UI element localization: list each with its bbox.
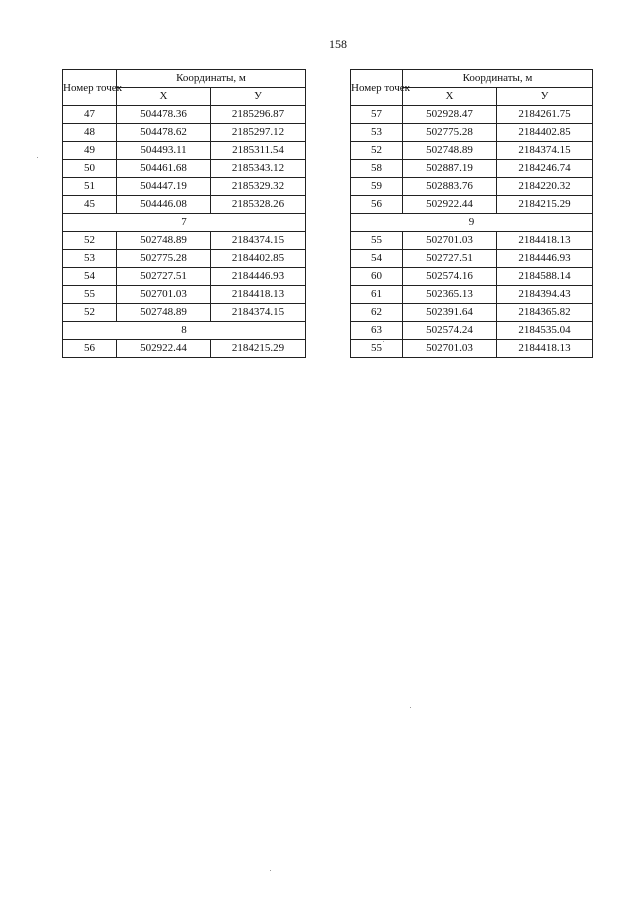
x-coordinate-cell: 502365.13 <box>403 286 497 304</box>
x-coordinate-cell: 502922.44 <box>117 340 211 358</box>
y-coordinate-cell: 2184418.13 <box>497 232 593 250</box>
point-number-cell: 62 <box>351 304 403 322</box>
x-coordinate-cell: 504447.19 <box>117 178 211 196</box>
point-number-cell: 55 <box>63 286 117 304</box>
point-number-cell: 59 <box>351 178 403 196</box>
y-coordinate-cell: 2184374.15 <box>211 304 306 322</box>
table-row <box>63 268 306 286</box>
section-title: 8 <box>63 322 306 340</box>
table-row <box>351 106 593 124</box>
y-coordinate-cell: 2184402.85 <box>497 124 593 142</box>
x-coordinate-cell: 502574.16 <box>403 268 497 286</box>
y-column-header: У <box>211 88 306 106</box>
y-column-header: У <box>497 88 593 106</box>
point-number-cell: 53 <box>63 250 117 268</box>
coordinates-table-left <box>62 69 306 358</box>
scan-speck <box>270 870 271 871</box>
y-coordinate-cell: 2184374.15 <box>497 142 593 160</box>
page-number: 158 <box>329 37 347 51</box>
y-coordinate-cell: 2185329.32 <box>211 178 306 196</box>
y-coordinate-cell: 2184394.43 <box>497 286 593 304</box>
point-number-cell: 60 <box>351 268 403 286</box>
table-row <box>351 304 593 322</box>
x-coordinate-cell: 502928.47 <box>403 106 497 124</box>
scan-speck <box>410 707 411 708</box>
x-coordinate-cell: 502775.28 <box>117 250 211 268</box>
table-row <box>351 340 593 358</box>
y-coordinate-cell: 2184446.93 <box>211 268 306 286</box>
coordinates-header: Координаты, м <box>403 70 593 88</box>
x-coordinate-cell: 504478.36 <box>117 106 211 124</box>
table-row <box>63 160 306 178</box>
section-header-row <box>351 214 593 232</box>
point-number-cell: 55 <box>351 340 403 358</box>
point-number-cell: 56 <box>351 196 403 214</box>
table-row <box>63 232 306 250</box>
point-number-cell: 47 <box>63 106 117 124</box>
x-coordinate-cell: 502574.24 <box>403 322 497 340</box>
y-coordinate-cell: 2184261.75 <box>497 106 593 124</box>
point-number-cell: 52 <box>63 232 117 250</box>
table-row <box>63 178 306 196</box>
y-coordinate-cell: 2185297.12 <box>211 124 306 142</box>
x-column-header: X <box>117 88 211 106</box>
x-coordinate-cell: 502701.03 <box>403 232 497 250</box>
point-number-cell: 52 <box>351 142 403 160</box>
section-header-row <box>63 322 306 340</box>
x-coordinate-cell: 504478.62 <box>117 124 211 142</box>
point-number-cell: 51 <box>63 178 117 196</box>
x-coordinate-cell: 504461.68 <box>117 160 211 178</box>
table-row <box>63 286 306 304</box>
point-number-header: Номер точек <box>351 70 403 106</box>
coordinates-header: Координаты, м <box>117 70 306 88</box>
y-coordinate-cell: 2185343.12 <box>211 160 306 178</box>
point-number-cell: 61 <box>351 286 403 304</box>
y-coordinate-cell: 2184418.13 <box>497 340 593 358</box>
y-coordinate-cell: 2184374.15 <box>211 232 306 250</box>
x-coordinate-cell: 504446.08 <box>117 196 211 214</box>
x-coordinate-cell: 502922.44 <box>403 196 497 214</box>
point-number-cell: 50 <box>63 160 117 178</box>
x-coordinate-cell: 502748.89 <box>117 232 211 250</box>
table-row <box>351 124 593 142</box>
x-coordinate-cell: 502887.19 <box>403 160 497 178</box>
point-number-cell: 53 <box>351 124 403 142</box>
table-row <box>351 250 593 268</box>
y-coordinate-cell: 2184215.29 <box>211 340 306 358</box>
y-coordinate-cell: 2184215.29 <box>497 196 593 214</box>
table-row <box>63 196 306 214</box>
table-row <box>63 142 306 160</box>
x-coordinate-cell: 502775.28 <box>403 124 497 142</box>
x-coordinate-cell: 502701.03 <box>117 286 211 304</box>
point-number-cell: 52 <box>63 304 117 322</box>
scan-speck <box>383 341 384 342</box>
table-row <box>351 268 593 286</box>
table-row <box>63 340 306 358</box>
x-coordinate-cell: 502727.51 <box>403 250 497 268</box>
y-coordinate-cell: 2184446.93 <box>497 250 593 268</box>
x-coordinate-cell: 502748.89 <box>117 304 211 322</box>
coordinates-table-right <box>350 69 593 358</box>
point-number-cell: 63 <box>351 322 403 340</box>
y-coordinate-cell: 2184418.13 <box>211 286 306 304</box>
point-number-cell: 55 <box>351 232 403 250</box>
y-coordinate-cell: 2184588.14 <box>497 268 593 286</box>
section-header-row <box>63 214 306 232</box>
x-coordinate-cell: 502391.64 <box>403 304 497 322</box>
section-title: 9 <box>351 214 593 232</box>
table-row <box>351 142 593 160</box>
y-coordinate-cell: 2184246.74 <box>497 160 593 178</box>
y-coordinate-cell: 2184365.82 <box>497 304 593 322</box>
table-row <box>351 160 593 178</box>
x-coordinate-cell: 502701.03 <box>403 340 497 358</box>
x-coordinate-cell: 502748.89 <box>403 142 497 160</box>
table-row <box>351 286 593 304</box>
table-row <box>351 232 593 250</box>
table-row <box>63 106 306 124</box>
point-number-header: Номер точек <box>63 70 117 106</box>
x-column-header: X <box>403 88 497 106</box>
section-title: 7 <box>63 214 306 232</box>
point-number-cell: 45 <box>63 196 117 214</box>
point-number-cell: 56 <box>63 340 117 358</box>
table-row <box>351 196 593 214</box>
x-coordinate-cell: 502883.76 <box>403 178 497 196</box>
table-row <box>63 124 306 142</box>
point-number-cell: 57 <box>351 106 403 124</box>
x-coordinate-cell: 502727.51 <box>117 268 211 286</box>
point-number-cell: 54 <box>351 250 403 268</box>
table-row <box>351 322 593 340</box>
y-coordinate-cell: 2184402.85 <box>211 250 306 268</box>
point-number-cell: 49 <box>63 142 117 160</box>
y-coordinate-cell: 2184220.32 <box>497 178 593 196</box>
table-body <box>63 106 306 358</box>
x-coordinate-cell: 504493.11 <box>117 142 211 160</box>
point-number-cell: 58 <box>351 160 403 178</box>
table-row <box>351 178 593 196</box>
table-row <box>63 250 306 268</box>
y-coordinate-cell: 2185328.26 <box>211 196 306 214</box>
table-row <box>63 304 306 322</box>
table-body <box>351 106 593 358</box>
y-coordinate-cell: 2185311.54 <box>211 142 306 160</box>
point-number-cell: 48 <box>63 124 117 142</box>
y-coordinate-cell: 2184535.04 <box>497 322 593 340</box>
scan-speck <box>37 157 38 158</box>
y-coordinate-cell: 2185296.87 <box>211 106 306 124</box>
point-number-cell: 54 <box>63 268 117 286</box>
